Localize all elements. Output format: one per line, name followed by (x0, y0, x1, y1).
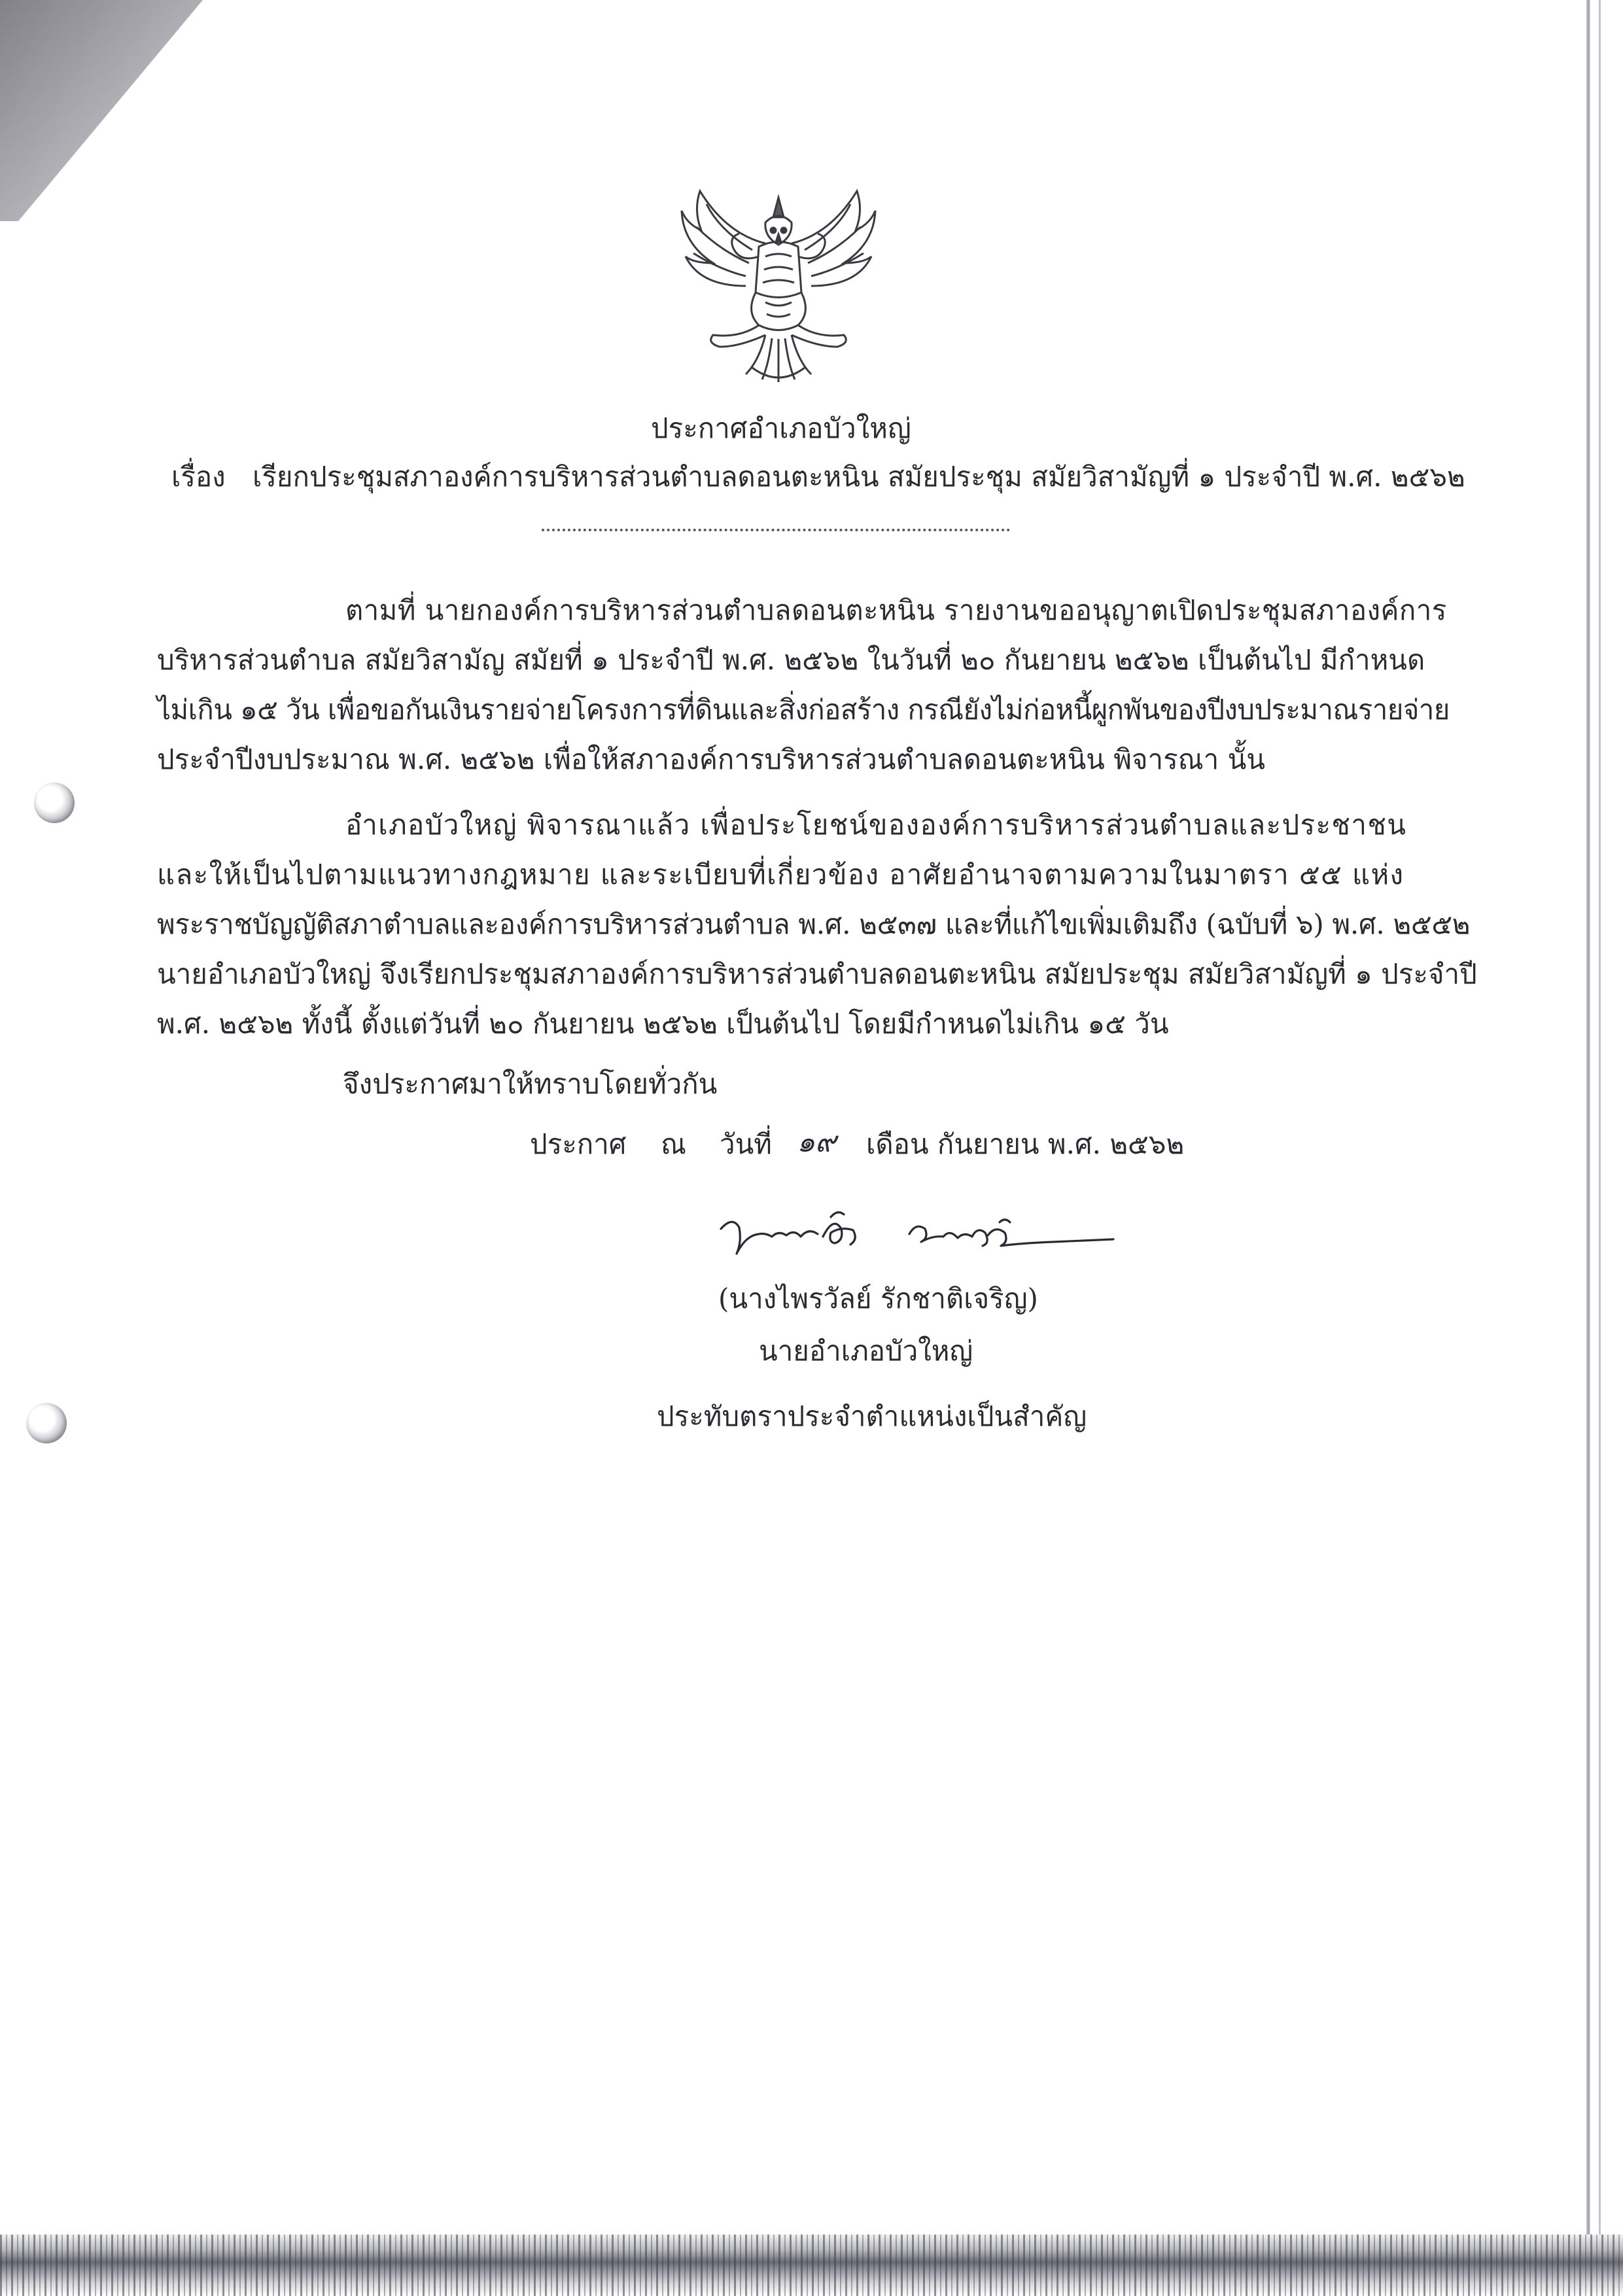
date-at: ณ (661, 1128, 686, 1160)
paragraph-1-line: ประจำปีงบประมาณ พ.ศ. ๒๕๖๒ เพื่อให้สภาองค์การบริหารส่วนตำบลดอนตะหนิน พิจารณา นั้น (157, 743, 1265, 775)
announcement-title: ประกาศอำเภอบัวใหญ่ (651, 412, 911, 444)
paragraph-2-line: อำเภอบัวใหญ่ พิจารณาแล้ว เพื่อประโยชน์ขององค์การบริหารส่วนตำบลและประชาชน (345, 809, 1407, 841)
paragraph-2-line: พ.ศ. ๒๕๖๒ ทั้งนี้ ตั้งแต่วันที่ ๒๐ กันยายน ๒๕๖๒ เป็นต้นไป โดยมีกำหนดไม่เกิน ๑๕ วัน (157, 1008, 1169, 1040)
closing-statement: จึงประกาศมาให้ทราบโดยทั่วกัน (343, 1068, 718, 1100)
paragraph-1-line: ไม่เกิน ๑๕ วัน เพื่อขอกันเงินรายจ่ายโครงการที่ดินและสิ่งก่อสร้าง กรณียังไม่ก่อหนี้ผูกพันของปีงบประมาณรายจ่าย (157, 694, 1450, 726)
signatory-name: (นางไพรวัลย์ รักชาติเจริญ) (718, 1282, 1038, 1315)
date-day-label: วันที่ (720, 1128, 772, 1160)
paragraph-2-line: พระราชบัญญัติสภาตำบลและองค์การบริหารส่วนตำบล พ.ศ. ๒๕๓๗ และที่แก้ไขเพิ่มเติมถึง (ฉบับที่ ๖) พ.ศ. ๒๕๕๒ (157, 908, 1471, 940)
seal-note: ประทับตราประจำตำแหน่งเป็นสำคัญ (657, 1400, 1087, 1432)
date-month-year: เดือน กันยายน พ.ศ. ๒๕๖๒ (866, 1128, 1185, 1160)
punch-hole-upper (34, 783, 75, 823)
garuda-emblem-icon (667, 171, 890, 387)
paragraph-2-line: และให้เป็นไปตามแนวทางกฎหมาย และระเบียบที่เกี่ยวข้อง อาศัยอำนาจตามความในมาตรา ๕๕ แห่ง (157, 858, 1405, 891)
handwritten-signature (713, 1203, 1119, 1275)
date-day-handwritten: ๑๙ (797, 1125, 837, 1159)
scan-bottom-edge (0, 2234, 1623, 2296)
signatory-position: นายอำเภอบัวใหญ่ (759, 1335, 973, 1367)
punch-hole-lower (26, 1403, 67, 1443)
scan-corner-shadow (0, 0, 203, 222)
scan-right-edge-line (1599, 0, 1601, 2251)
paragraph-1-line: บริหารส่วนตำบล สมัยวิสามัญ สมัยที่ ๑ ประจำปี พ.ศ. ๒๕๖๒ ในวันที่ ๒๐ กันยายน ๒๕๖๒ เป็นต้นไป มีกำหนด (157, 644, 1425, 676)
paragraph-1-line: ตามที่ นายกองค์การบริหารส่วนตำบลดอนตะหนิน รายงานขออนุญาตเปิดประชุมสภาองค์การ (345, 594, 1447, 626)
subject-label: เรื่อง (171, 461, 226, 493)
subject-text: เรียกประชุมสภาองค์การบริหารส่วนตำบลดอนตะหนิน สมัยประชุม สมัยวิสามัญที่ ๑ ประจำปี พ.ศ. ๒๕๖๒ (253, 461, 1465, 493)
date-prefix: ประกาศ (530, 1128, 627, 1160)
separator-dotted-line (542, 529, 1010, 531)
scan-right-edge (1586, 0, 1590, 2251)
paragraph-2-line: นายอำเภอบัวใหญ่ จึงเรียกประชุมสภาองค์การบริหารส่วนตำบลดอนตะหนิน สมัยประชุม สมัยวิสามัญที่ ๑ ประจำปี (157, 958, 1477, 990)
